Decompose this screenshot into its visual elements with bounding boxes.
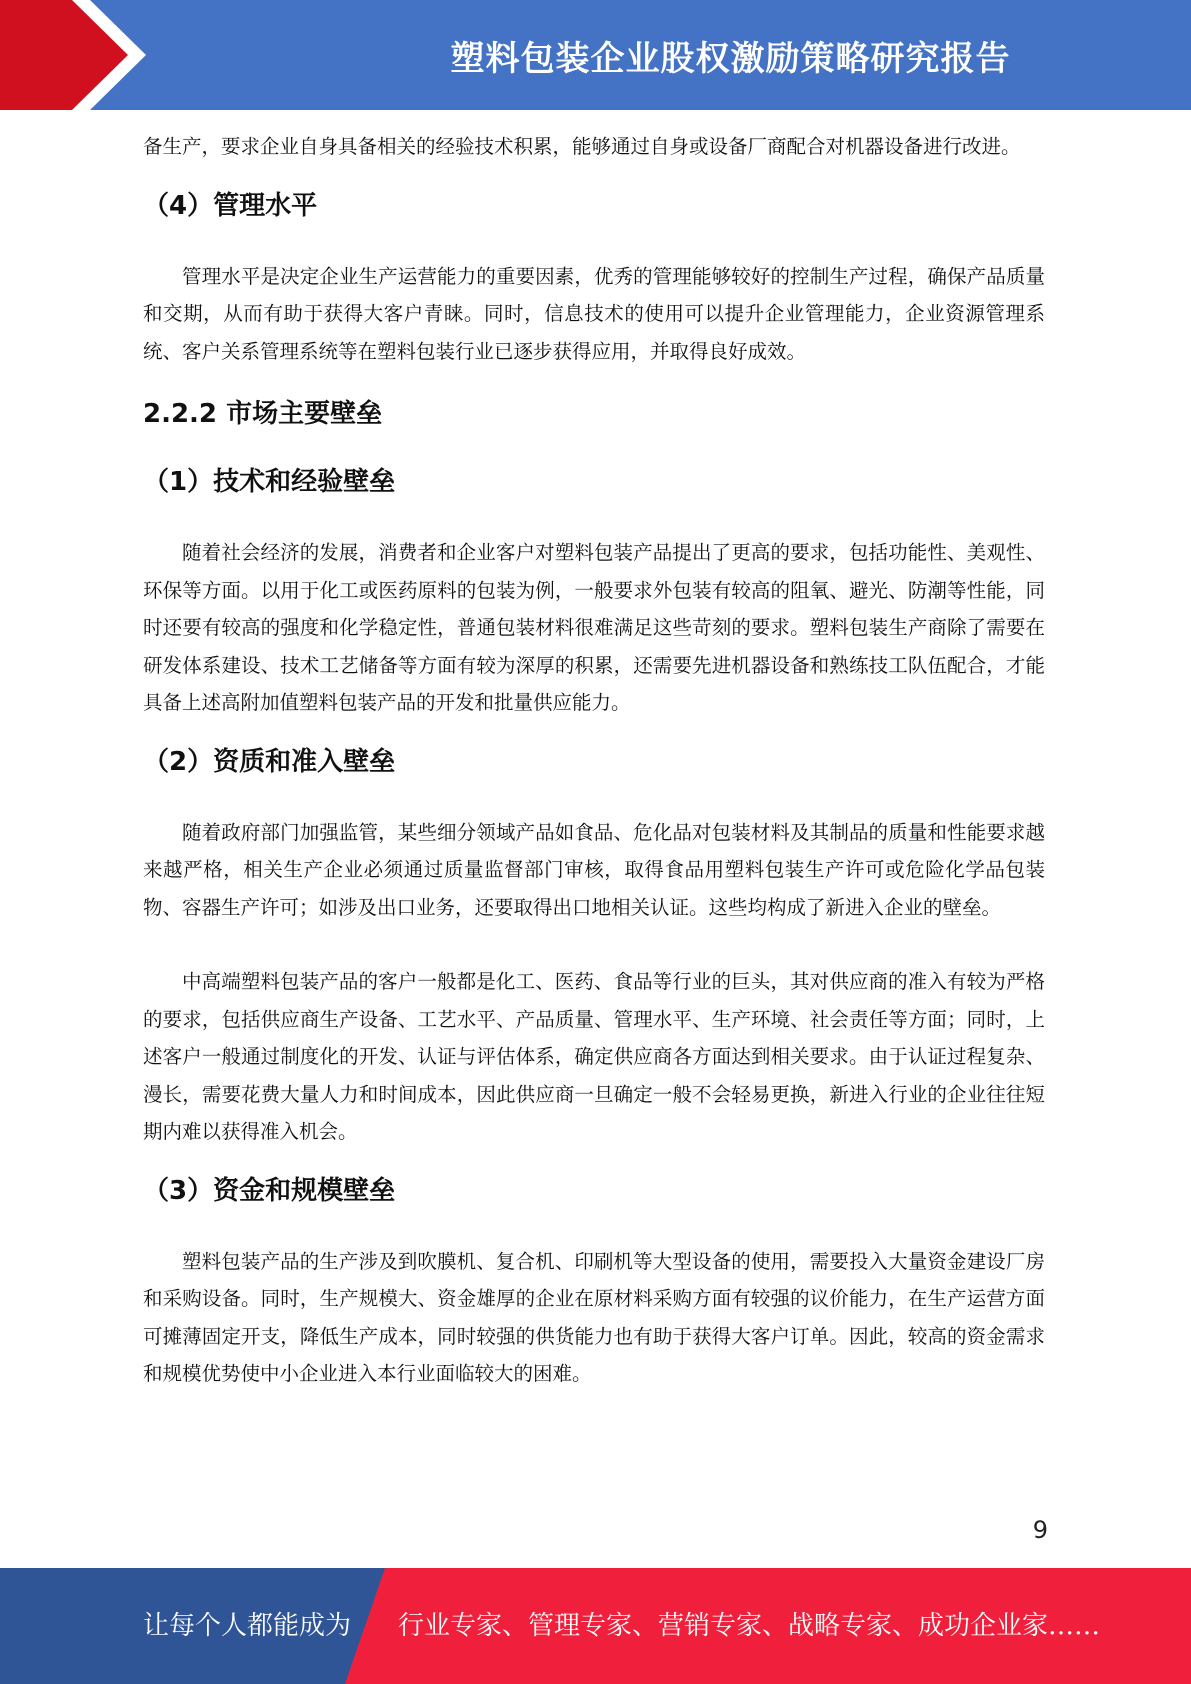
paragraph-tech-barrier: 随着社会经济的发展，消费者和企业客户对塑料包装产品提出了更高的要求，包括功能性、美观性、环保等方面。以用于化工或医药原料的包装为例，一般要求外包装有较高的阻氧、避光、防潮等性能，同时还要有较高的强度和化学稳定性，普通包装材料很难满足这些苛刻的要求。塑料包装生产商除了需要在研发体系建设、技术工艺储备等方面有较为深厚的积累，还需要先进机器设备和熟练技工队伍配合，才能具备上述高附加值塑料包装产品的开发和批量供应能力。 (143, 541, 1045, 714)
section-heading-222: 2.2.2 市场主要壁垒 (143, 399, 383, 429)
paragraph-qualification-1: 随着政府部门加强监管，某些细分领域产品如食品、危化品对包装材料及其制品的质量和性能要求越来越严格，相关生产企业必须通过质量监督部门审核，取得食品用塑料包装生产许可或危险化学品包装物、容器生产许可；如涉及出口业务，还要取得出口地相关认证。这些均构成了新进入企业的壁垒。 (143, 820, 1045, 919)
document-title: 塑料包装企业股权激励策略研究报告 (450, 38, 1011, 79)
paragraph-management: 管理水平是决定企业生产运营能力的重要因素，优秀的管理能够较好的控制生产过程，确保产品质量和交期，从而有助于获得大客户青睐。同时，信息技术的使用可以提升企业管理能力，企业资源管理系统、客户关系管理系统等在塑料包装行业已逐步获得应用，并取得良好成效。 (143, 264, 1045, 363)
chevron-red (0, 0, 128, 110)
paragraph-continued: 备生产，要求企业自身具备相关的经验技术积累，能够通过自身或设备厂商配合对机器设备进行改进。 (143, 135, 1021, 158)
page-footer (0, 1568, 1191, 1684)
heading-qualification-barrier: （2）资质和准入壁垒 (143, 746, 396, 777)
heading-management-level: （4）管理水平 (143, 190, 318, 221)
footer-slogan-right: 行业专家、管理专家、营销专家、战略专家、成功企业家…… (398, 1611, 1101, 1641)
paragraph-capital-barrier: 塑料包装产品的生产涉及到吹膜机、复合机、印刷机等大型设备的使用，需要投入大量资金建设厂房和采购设备。同时，生产规模大、资金雄厚的企业在原材料采购方面有较强的议价能力，在生产运营方面可摊薄固定开支，降低生产成本，同时较强的供货能力也有助于获得大客户订单。因此，较高的资金需求和规模优势使中小企业进入本行业面临较大的困难。 (143, 1249, 1045, 1385)
page-content (143, 128, 1045, 1393)
page-header (0, 0, 1191, 110)
footer-slogan-left: 让每个人都能成为 (143, 1611, 352, 1641)
heading-capital-barrier: （3）资金和规模壁垒 (143, 1175, 396, 1206)
paragraph-qualification-2: 中高端塑料包装产品的客户一般都是化工、医药、食品等行业的巨头，其对供应商的准入有较为严格的要求，包括供应商生产设备、工艺水平、产品质量、管理水平、生产环境、社会责任等方面；同时，上述客户一般通过制度化的开发、认证与评估体系，确定供应商各方面达到相关要求。由于认证过程复杂、漫长，需要花费大量人力和时间成本，因此供应商一旦确定一般不会轻易更换，新进入行业的企业往往短期内难以获得准入机会。 (143, 970, 1045, 1143)
header-chevron-decoration (0, 0, 160, 110)
page-number: 9 (1032, 1516, 1048, 1544)
heading-tech-barrier: （1）技术和经验壁垒 (143, 467, 396, 497)
